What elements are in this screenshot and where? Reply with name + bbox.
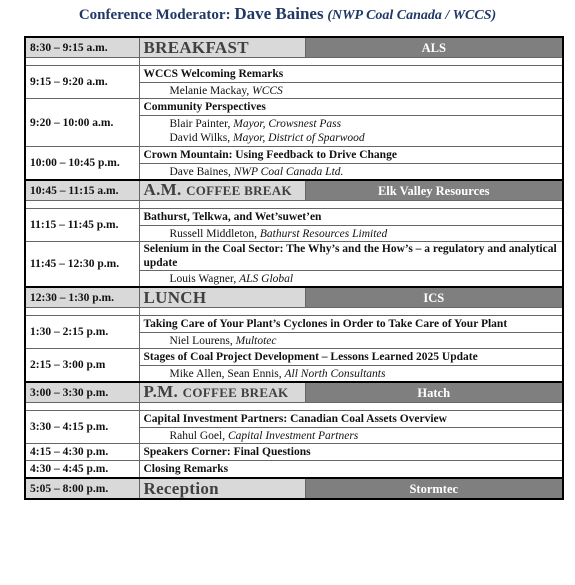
- row-title: Community Perspectives: [139, 99, 563, 116]
- agenda-row-breakfast: [25, 37, 563, 58]
- agenda-row: [25, 349, 563, 366]
- row-title: Speakers Corner: Final Questions: [139, 444, 563, 461]
- row-time: 3:00 – 3:30 p.m.: [25, 382, 139, 403]
- row-title: Closing Remarks: [139, 461, 563, 479]
- speaker: Dave Baines, NWP Coal Canada Ltd.: [139, 164, 563, 181]
- speaker: Mike Allen, Sean Ennis, All North Consultants: [139, 366, 563, 383]
- row-time: 4:30 – 4:45 p.m.: [25, 461, 139, 479]
- row-sponsor: ALS: [305, 37, 563, 58]
- row-title: Stages of Coal Project Development – Lessons Learned 2025 Update: [139, 349, 563, 366]
- agenda-row-reception: [25, 478, 563, 499]
- row-time: 5:05 – 8:00 p.m.: [25, 478, 139, 499]
- agenda-row: [25, 411, 563, 428]
- row-time: 10:45 – 11:15 a.m.: [25, 180, 139, 201]
- moderator-header: [0, 0, 575, 28]
- agenda-row-lunch: [25, 287, 563, 308]
- speaker: Blair Painter, Mayor, Crowsnest Pass David Wilks, Mayor, District of Sparwood: [139, 116, 563, 147]
- speaker: Rahul Goel, Capital Investment Partners: [139, 428, 563, 444]
- agenda-table: [24, 36, 564, 500]
- row-title: Taking Care of Your Plant’s Cyclones in Order to Take Care of Your Plant: [139, 316, 563, 333]
- spacer-row: [25, 403, 563, 411]
- agenda-row: [25, 461, 563, 479]
- agenda-row: [25, 444, 563, 461]
- row-title: P.M. COFFEE BREAK: [139, 382, 305, 403]
- row-time: 2:15 – 3:00 p.m: [25, 349, 139, 383]
- row-title: LUNCH: [139, 287, 305, 308]
- row-title: Crown Mountain: Using Feedback to Drive Change: [139, 147, 563, 164]
- row-time: 1:30 – 2:15 p.m.: [25, 316, 139, 349]
- row-time: 4:15 – 4:30 p.m.: [25, 444, 139, 461]
- agenda-row: [25, 209, 563, 226]
- row-sponsor: Hatch: [305, 382, 563, 403]
- agenda-row: [25, 242, 563, 271]
- speaker: Louis Wagner, ALS Global: [139, 271, 563, 288]
- row-sponsor: Stormtec: [305, 478, 563, 499]
- spacer-row: [25, 201, 563, 209]
- row-time: 9:20 – 10:00 a.m.: [25, 99, 139, 147]
- moderator-org: (NWP Coal Canada / WCCS): [327, 8, 497, 23]
- speaker: Niel Lourens, Multotec: [139, 333, 563, 349]
- row-title: Bathurst, Telkwa, and Wet’suwet’en: [139, 209, 563, 226]
- row-title: Capital Investment Partners: Canadian Coal Assets Overview: [139, 411, 563, 428]
- agenda-row: [25, 99, 563, 116]
- spacer-row: [25, 308, 563, 316]
- row-title: Reception: [139, 478, 305, 499]
- row-time: 11:45 – 12:30 p.m.: [25, 242, 139, 288]
- agenda-row: [25, 147, 563, 164]
- moderator-name: Dave Baines: [234, 4, 324, 23]
- row-time: 11:15 – 11:45 p.m.: [25, 209, 139, 242]
- row-title: A.M. COFFEE BREAK: [139, 180, 305, 201]
- agenda-row-pm-break: [25, 382, 563, 403]
- speaker: Melanie Mackay, WCCS: [139, 83, 563, 99]
- agenda-row: [25, 66, 563, 83]
- spacer-row: [25, 58, 563, 66]
- row-sponsor: Elk Valley Resources: [305, 180, 563, 201]
- moderator-label: Conference Moderator:: [78, 7, 231, 23]
- row-time: 12:30 – 1:30 p.m.: [25, 287, 139, 308]
- row-title: BREAKFAST: [139, 37, 305, 58]
- row-title: Selenium in the Coal Sector: The Why’s and the How’s – a regulatory and analytical update: [139, 242, 563, 271]
- row-time: 8:30 – 9:15 a.m.: [25, 37, 139, 58]
- speaker: Russell Middleton, Bathurst Resources Limited: [139, 226, 563, 242]
- row-title: WCCS Welcoming Remarks: [139, 66, 563, 83]
- row-time: 9:15 – 9:20 a.m.: [25, 66, 139, 99]
- agenda-row: [25, 316, 563, 333]
- row-time: 3:30 – 4:15 p.m.: [25, 411, 139, 444]
- row-sponsor: ICS: [305, 287, 563, 308]
- row-time: 10:00 – 10:45 p.m.: [25, 147, 139, 181]
- agenda-row-am-break: [25, 180, 563, 201]
